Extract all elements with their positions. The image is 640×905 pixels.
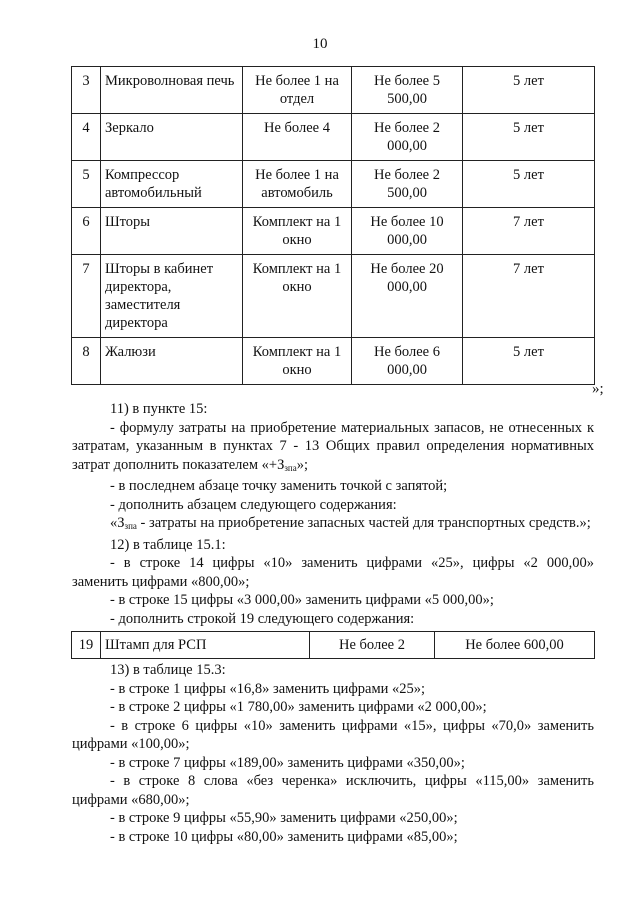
item-12-heading: 12) в таблице 15.1: [110, 536, 226, 553]
table-row [72, 338, 595, 385]
item-price: Не более 20 000,00 [352, 255, 463, 338]
item-term: 7 лет [463, 255, 595, 338]
item-quantity: Комплект на 1 окно [243, 255, 352, 338]
add-row-19-note: - дополнить строкой 19 следующего содержания: [110, 610, 415, 627]
item-name: Зеркало [101, 114, 243, 161]
amendments-block-2 [72, 661, 594, 846]
item-quantity: Комплект на 1 окно [243, 338, 352, 385]
item-term: 5 лет [463, 161, 595, 208]
add-paragraph-note: - дополнить абзацем следующего содержания: [110, 496, 397, 513]
item-term: 7 лет [463, 208, 595, 255]
table-row [72, 161, 595, 208]
definition-paragraph [72, 514, 594, 536]
formula-paragraph [72, 419, 594, 478]
row-8-change: - в строке 8 слова «без черенка» исключить, цифры «115,00» заменить цифрами «680,00»; [72, 773, 594, 808]
amendments-block-1 [72, 400, 594, 628]
table-row [72, 632, 595, 659]
item-price: Не более 5 500,00 [352, 67, 463, 114]
page-number: 10 [312, 36, 328, 52]
table-row [72, 255, 595, 338]
item-name: Шторы [101, 208, 243, 255]
row-number: 4 [72, 114, 101, 161]
item-name: Шторы в кабинет директора, заместителя директора [101, 255, 243, 338]
formula-end: »; [296, 456, 309, 473]
row-15-change: - в строке 15 цифры «3 000,00» заменить цифрами «5 000,00»; [110, 592, 494, 608]
row-number: 7 [72, 255, 101, 338]
row-2-change: - в строке 2 цифры «1 780,00» заменить цифрами «2 000,00»; [110, 699, 487, 715]
definition-subscript: зпа [124, 521, 137, 531]
row-number: 3 [72, 67, 101, 114]
row-1-change: - в строке 1 цифры «16,8» заменить цифрами «25»; [110, 680, 426, 697]
item-price: Не более 2 500,00 [352, 161, 463, 208]
stamp-table [71, 631, 595, 659]
row-7-change: - в строке 7 цифры «189,00» заменить цифрами «350,00»; [110, 754, 465, 771]
formula-text: - формулу затраты на приобретение материальных запасов, не отнесенных к затратам, указанным в пунктах 7 - 13 Общих правил определения нормативных затрат дополнить показателем «+З [72, 419, 594, 473]
table-closing-quote: »; [592, 381, 604, 397]
item-price: Не более 2 000,00 [352, 114, 463, 161]
item-term: 5 лет [463, 67, 595, 114]
table-row [72, 208, 595, 255]
row-number: 8 [72, 338, 101, 385]
item-name: Штамп для РСП [101, 632, 310, 659]
item-13-heading: 13) в таблице 15.3: [110, 662, 226, 678]
item-quantity: Не более 2 [310, 632, 435, 659]
item-quantity: Не более 1 на автомобиль [243, 161, 352, 208]
item-term: 5 лет [463, 114, 595, 161]
formula-subscript: зпа [284, 462, 297, 473]
row-10-change: - в строке 10 цифры «80,00» заменить цифрами «85,00»; [110, 828, 458, 845]
item-quantity: Не более 4 [243, 114, 352, 161]
item-name: Жалюзи [101, 338, 243, 385]
row-6-change: - в строке 6 цифры «10» заменить цифрами «15», цифры «70,0» заменить цифрами «100,00»; [72, 717, 594, 752]
row-number: 19 [72, 632, 101, 659]
item-name: Компрессор автомобильный [101, 161, 243, 208]
item-price: Не более 6 000,00 [352, 338, 463, 385]
row-number: 6 [72, 208, 101, 255]
item-price: Не более 10 000,00 [352, 208, 463, 255]
last-paragraph-note: - в последнем абзаце точку заменить точкой с запятой; [110, 478, 448, 494]
row-14-change: - в строке 14 цифры «10» заменить цифрами «25», цифры «2 000,00» заменить цифрами «800,00»; [72, 555, 594, 590]
row-9-change: - в строке 9 цифры «55,90» заменить цифрами «250,00»; [110, 810, 458, 826]
row-number: 5 [72, 161, 101, 208]
item-term: 5 лет [463, 338, 595, 385]
items-table [71, 66, 595, 385]
item-quantity: Не более 1 на отдел [243, 67, 352, 114]
definition-start: «З [110, 515, 125, 531]
item-11-heading: 11) в пункте 15: [110, 401, 208, 417]
definition-text: - затраты на приобретение запасных частей для транспортных средств.»; [136, 515, 591, 531]
item-price: Не более 600,00 [435, 632, 595, 659]
item-name: Микроволновая печь [101, 67, 243, 114]
table-row [72, 67, 595, 114]
item-quantity: Комплект на 1 окно [243, 208, 352, 255]
table-row [72, 114, 595, 161]
